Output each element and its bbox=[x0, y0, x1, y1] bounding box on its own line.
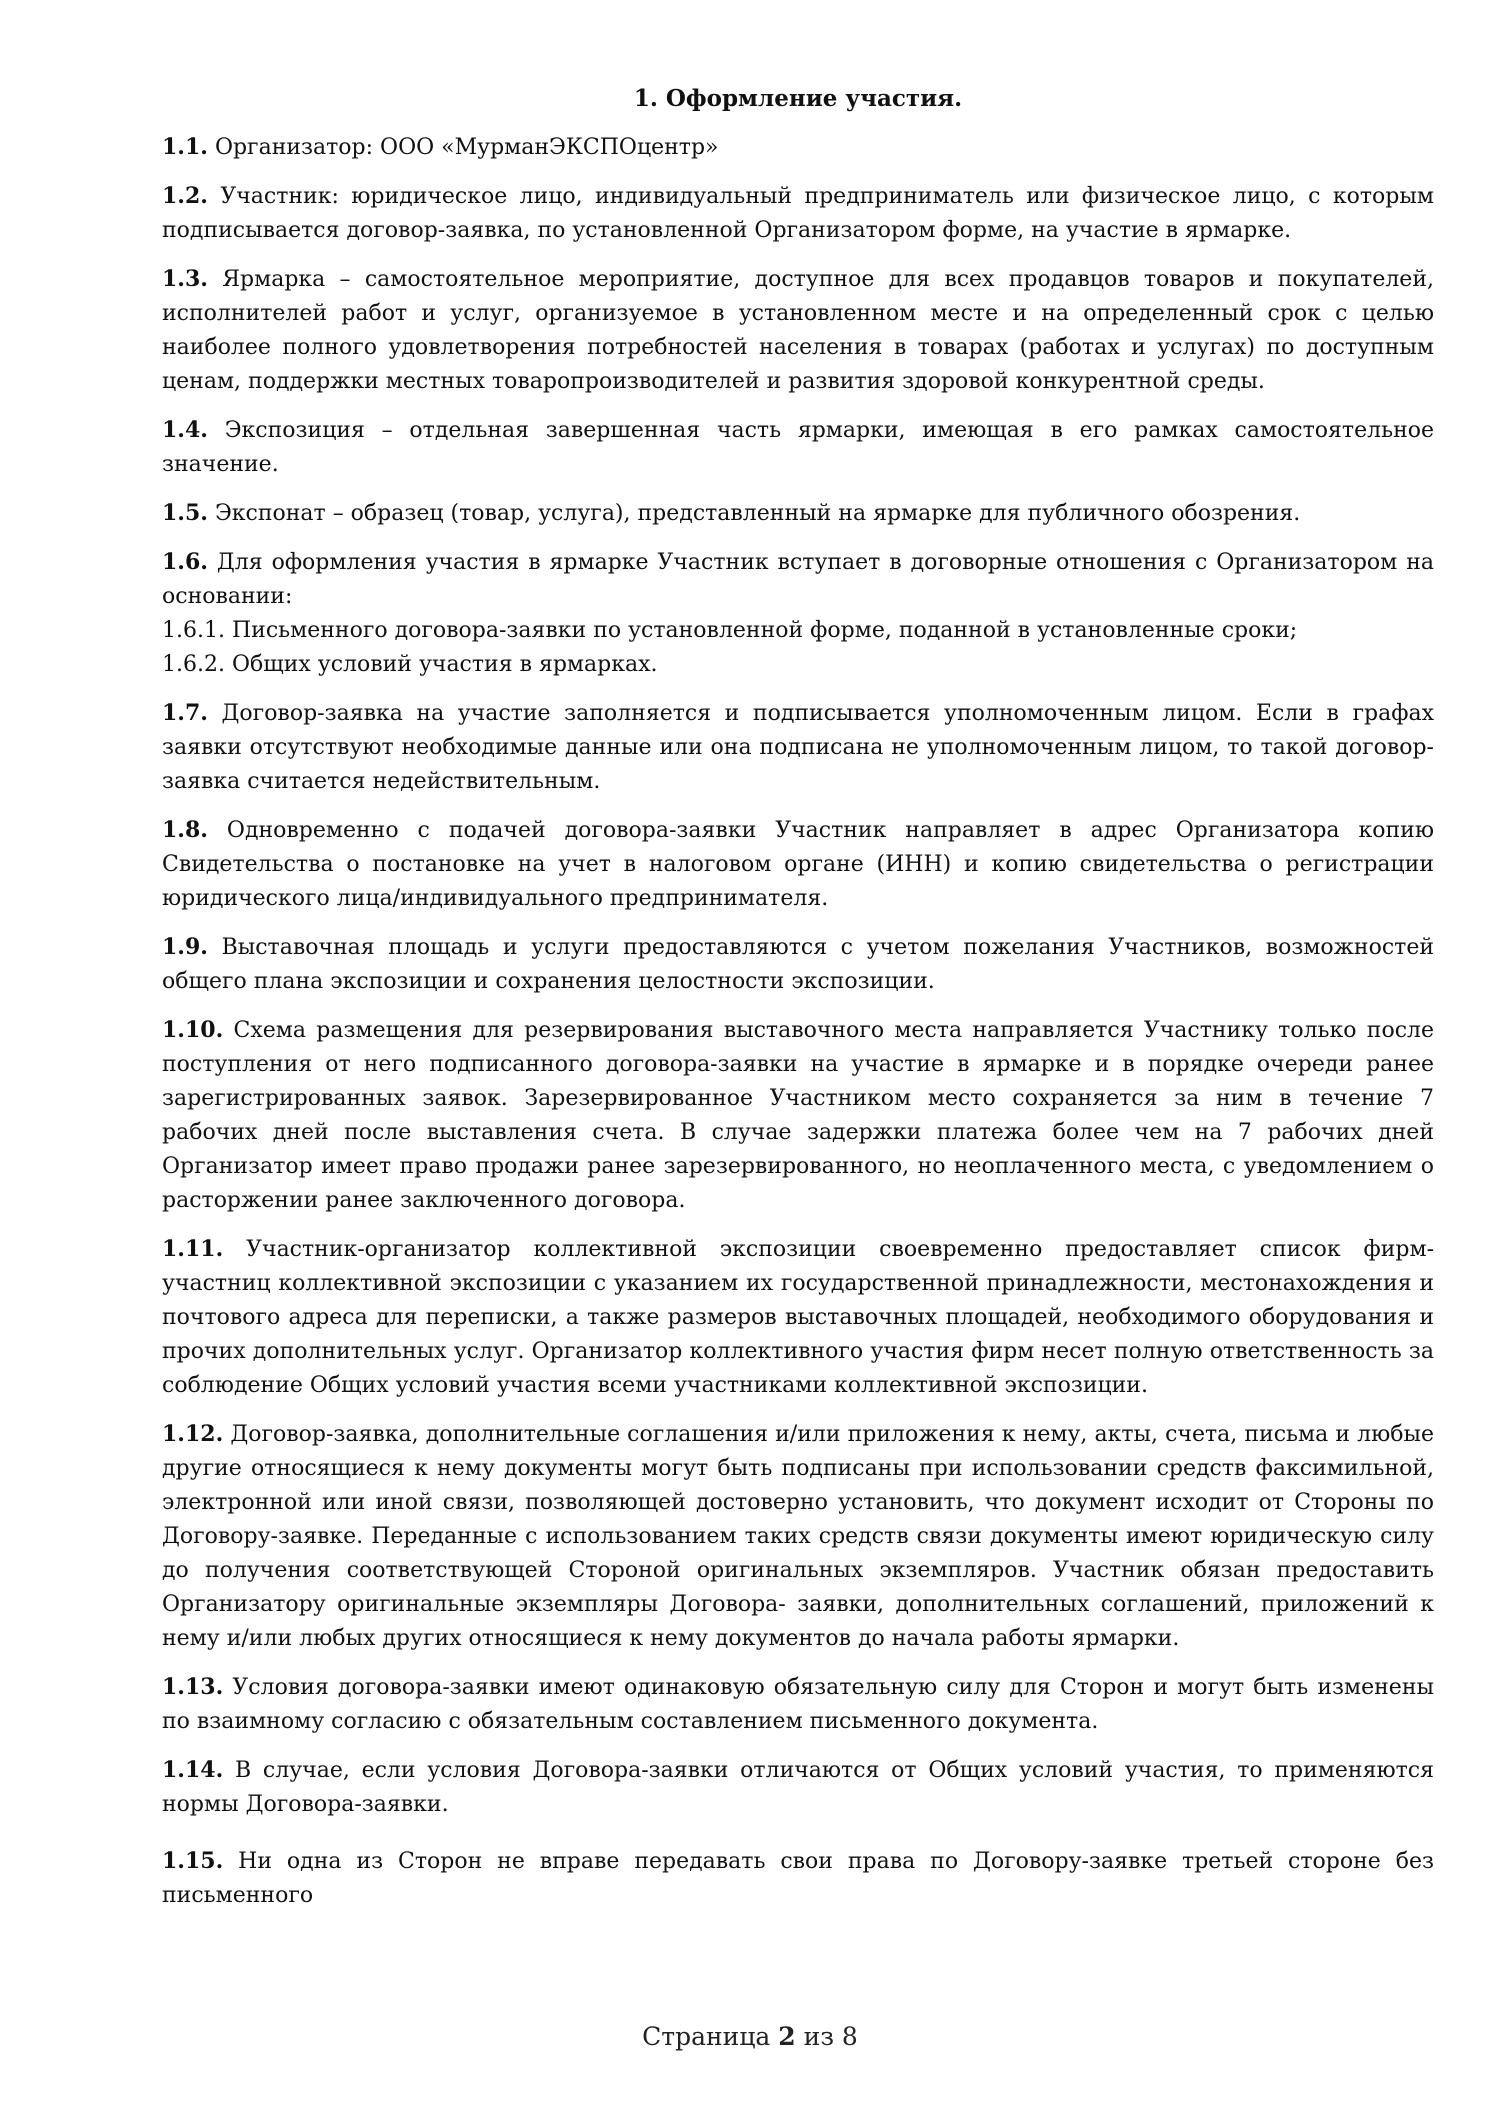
footer-current-page: 2 bbox=[778, 2022, 796, 2051]
clause-text: Участник-организатор коллективной экспозиции своевременно предоставляет список фирм- участниц коллективной экспозиции с указанием их государственной принадлежности, местонахождения и почтового адреса для переписки, а также размеров выставочных площадей, необходимого оборудования и прочих дополнительных услуг. Организатор коллективного участия фирм несет полную ответственность за соблюдение Общих условий участия всеми участниками коллективной экспозиции. bbox=[162, 1237, 1434, 1398]
clause-text: Участник: юридическое лицо, индивидуальный предприниматель или физическое лицо, с которым подписывается договор-заявка, по установленной Организатором форме, на участие в ярмарке. bbox=[162, 184, 1434, 243]
clause-paragraph bbox=[162, 1013, 1434, 1218]
clause-text: Условия договора-заявки имеют одинаковую обязательную силу для Сторон и могут быть изменены по взаимному согласию с обязательным составлением письменного документа. bbox=[162, 1675, 1434, 1734]
footer-middle: из bbox=[803, 2022, 834, 2051]
clause-text: Договор-заявка, дополнительные соглашения и/или приложения к нему, акты, счета, письма и любые другие относящиеся к нему документы могут быть подписаны при использовании средств факсимильной, электронной или иной связи, позволяющей достоверно установить, что документ исходит от Стороны по Договору-заявке. Переданные с использованием таких средств связи документы имеют юридическую силу до получения соответствующей Стороной оригинальных экземпляров. Участник обязан предоставить Организатору оригинальные экземпляры Договора- заявки, дополнительных соглашений, приложений к нему и/или любых других относящиеся к нему документов до начала работы ярмарки. bbox=[162, 1422, 1434, 1651]
clause-text: Договор-заявка на участие заполняется и подписывается уполномоченным лицом. Если в графах заявки отсутствуют необходимые данные или она подписана не уполномоченным лицом, то такой договор- заявка считается недействительным. bbox=[162, 701, 1434, 794]
document-body bbox=[162, 82, 1434, 1927]
clause-text: В случае, если условия Договора-заявки отличаются от Общих условий участия, то применяются нормы Договора-заявки. bbox=[162, 1758, 1434, 1817]
clause-number: 1.11. bbox=[162, 1236, 224, 1262]
clause-number: 1.12. bbox=[162, 1421, 224, 1447]
clause-paragraph bbox=[162, 545, 1434, 682]
clause-paragraph bbox=[162, 1417, 1434, 1656]
clause-paragraph bbox=[162, 1670, 1434, 1739]
clause-text: Одновременно с подачей договора-заявки Участник направляет в адрес Организатора копию Свидетельства о постановке на учет в налоговом органе (ИНН) и копию свидетельства о регистрации юридического лица/индивидуального предпринимателя. bbox=[162, 818, 1434, 911]
footer-total-pages: 8 bbox=[841, 2022, 858, 2051]
clause-number: 1.10. bbox=[162, 1017, 224, 1043]
clause-paragraph bbox=[162, 813, 1434, 916]
subclause-text: 1.6.2. Общих условий участия в ярмарках. bbox=[162, 652, 658, 677]
clause-number: 1.13. bbox=[162, 1674, 224, 1700]
clause-paragraph bbox=[162, 930, 1434, 999]
clause-text: Ни одна из Сторон не вправе передавать свои права по Договору-заявке третьей стороне без письменного bbox=[162, 1849, 1434, 1908]
clause-paragraph bbox=[162, 130, 1434, 165]
clause-text: Экспозиция – отдельная завершенная часть ярмарки, имеющая в его рамках самостоятельное значение. bbox=[162, 418, 1434, 477]
page-footer bbox=[0, 2022, 1500, 2051]
clause-paragraph bbox=[162, 413, 1434, 482]
clause-text: Схема размещения для резервирования выставочного места направляется Участнику только после поступления от него подписанного договора-заявки на участие в ярмарке и в порядке очереди ранее зарегистрированных заявок. Зарезервированное Участником место сохраняется за ним в течение 7 рабочих дней после выставления счета. В случае задержки платежа более чем на 7 рабочих дней Организатор имеет право продажи ранее зарезервированного, но неоплаченного места, с уведомлением о расторжении ранее заключенного договора. bbox=[162, 1018, 1435, 1213]
clause-number: 1.7. bbox=[162, 700, 208, 726]
clause-text: Экспонат – образец (товар, услуга), представленный на ярмарке для публичного обозрения. bbox=[214, 501, 1301, 526]
section-title: 1. Оформление участия. bbox=[633, 85, 963, 112]
clause-text: Ярмарка – самостоятельное мероприятие, доступное для всех продавцов товаров и покупателей, исполнителей работ и услуг, организуемое в установленном месте и на определенный срок с целью наиболее полного удовлетворения потребностей населения в товарах (работах и услугах) по доступным ценам, поддержки местных товаропроизводителей и развития здоровой конкурентной среды. bbox=[162, 267, 1434, 394]
clause-paragraph bbox=[162, 1753, 1434, 1822]
clause-number: 1.14. bbox=[162, 1757, 224, 1783]
clause-paragraph bbox=[162, 496, 1434, 531]
clause-paragraph bbox=[162, 1232, 1434, 1403]
subclause-text: 1.6.1. Письменного договора-заявки по установленной форме, поданной в установленные сроки; bbox=[162, 618, 1298, 643]
clause-paragraph bbox=[162, 262, 1434, 399]
clause-number: 1.15. bbox=[162, 1848, 224, 1874]
clause-number: 1.4. bbox=[162, 417, 208, 443]
clause-number: 1.8. bbox=[162, 817, 208, 843]
clause-number: 1.6. bbox=[162, 549, 208, 575]
footer-prefix: Страница bbox=[642, 2022, 771, 2051]
clause-number: 1.5. bbox=[162, 500, 208, 526]
clause-list bbox=[162, 130, 1434, 1913]
clause-number: 1.1. bbox=[162, 134, 208, 160]
clause-paragraph bbox=[162, 1844, 1434, 1913]
clause-number: 1.9. bbox=[162, 934, 208, 960]
clause-text: Выставочная площадь и услуги предоставляются с учетом пожелания Участников, возможностей общего плана экспозиции и сохранения целостности экспозиции. bbox=[162, 935, 1435, 994]
clause-paragraph bbox=[162, 179, 1434, 248]
clause-text: Организатор: ООО «МурманЭКСПОцентр» bbox=[214, 135, 719, 160]
clause-paragraph bbox=[162, 696, 1434, 799]
clause-number: 1.3. bbox=[162, 266, 208, 292]
clause-number: 1.2. bbox=[162, 183, 208, 209]
clause-text: Для оформления участия в ярмарке Участник вступает в договорные отношения с Организатором на основании: bbox=[162, 550, 1434, 609]
